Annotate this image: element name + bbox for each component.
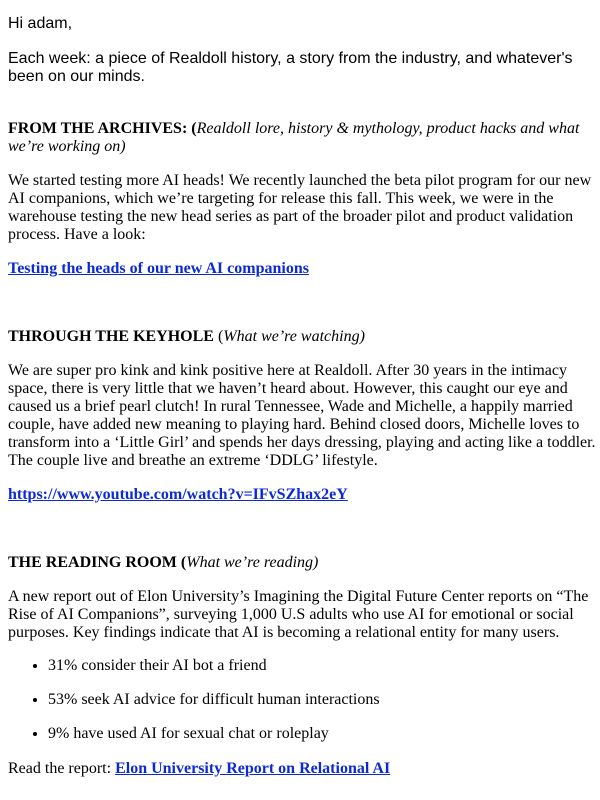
list-item: • 53% seek AI advice for difficult human interactions — [48, 691, 600, 709]
keyhole-paren: ( — [213, 328, 224, 345]
report-line — [8, 760, 596, 778]
reading-heading-line — [8, 554, 596, 572]
intro-paragraph: Each week: a piece of Realdoll history, a story from the industry, and whatever's been on our minds. — [8, 50, 573, 85]
findings-list — [8, 657, 600, 759]
archives-heading: FROM THE ARCHIVES: ( — [8, 120, 197, 137]
report-link[interactable]: Elon University Report on Relational AI — [115, 760, 391, 777]
archives-body: We started testing more AI heads! We recently launched the beta pilot program for our new AI companions, which we’re targeting for release this fall. This week, we were in the warehouse testing the new head series as part of the broader pilot and product validation process. Have a look: — [8, 172, 592, 243]
keyhole-youtube-link[interactable]: https://www.youtube.com/watch?v=IFvSZhax2eY — [8, 486, 348, 503]
keyhole-body: We are super pro kink and kink positive here at Realdoll. After 30 years in the intimacy space, there is very little that we haven’t heard about. However, this caught our eye and caused us a brief pearl clutch! In rural Tennessee, Wade and Michelle, a happily married couple, have added new meaning to playing hard. Behind closed doors, Michelle loves to transform into a ‘Little Girl’ and spends her days dressing, playing and acting like a toddler. The couple live and breathe an extreme ‘DDLG’ lifestyle. — [8, 362, 596, 469]
archives-subtitle: Realdoll lore, history & mythology, product hacks and what we’re working on) — [8, 120, 580, 155]
archives-heading-line — [8, 120, 596, 156]
archives-video-link[interactable]: Testing the heads of our new AI companions — [8, 260, 309, 277]
report-prefix: Read the report: — [8, 760, 116, 777]
list-item: • 9% have used AI for sexual chat or roleplay — [48, 725, 600, 743]
keyhole-link-line — [8, 486, 348, 504]
keyhole-heading-line — [8, 328, 596, 346]
reading-subtitle: What we’re reading) — [186, 554, 319, 571]
reading-heading: THE READING ROOM ( — [8, 554, 187, 571]
list-item: • 31% consider their AI bot a friend — [48, 657, 600, 675]
keyhole-heading: THROUGH THE KEYHOLE — [8, 328, 214, 345]
archives-link-line — [8, 260, 309, 278]
keyhole-subtitle: What we’re watching) — [223, 328, 365, 345]
greeting: Hi adam, — [8, 15, 73, 32]
reading-body: A new report out of Elon University’s Imagining the Digital Future Center reports on “The Rise of AI Companions”, surveying 1,000 U.S adults who use AI for emotional or social purposes. Key findings indicate that AI is becoming a relational entity for many users. — [8, 588, 589, 641]
